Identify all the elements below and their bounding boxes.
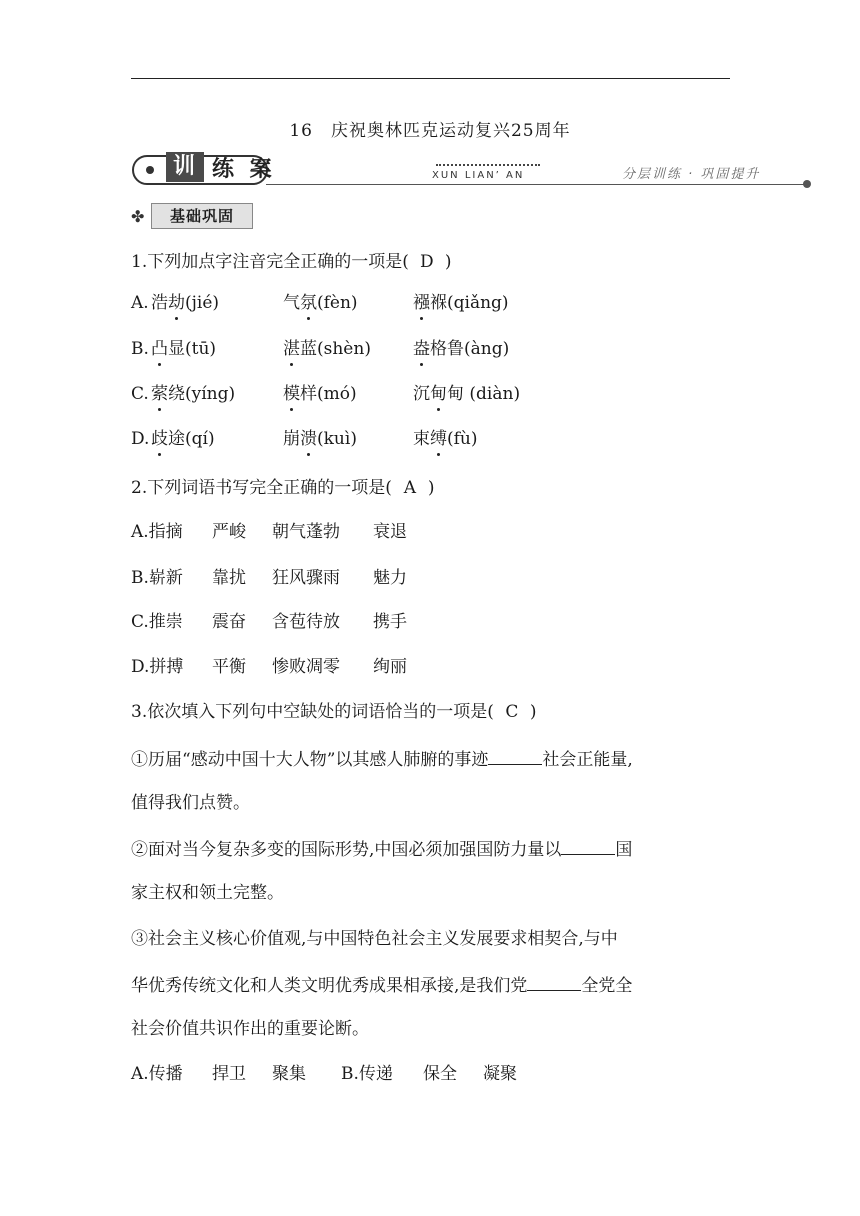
q3-close: ) bbox=[529, 702, 537, 722]
q1c-w2-rest: 样(mó) bbox=[300, 384, 357, 404]
q2b-word4: 魅力 bbox=[373, 568, 407, 588]
q3-s3-text: ③社会主义核心价值观,与中国特色社会主义发展要求相契合,与中 bbox=[131, 929, 618, 949]
q3-blank-3 bbox=[527, 972, 581, 991]
q3-answer: C bbox=[505, 702, 519, 722]
q2a-word3: 朝气蓬勃 bbox=[272, 522, 340, 542]
banner-subtitle: 分层训练 · 巩固提升 bbox=[622, 167, 761, 182]
q1b-label: B. bbox=[131, 339, 149, 359]
q3b-word2: 保全 bbox=[423, 1064, 457, 1084]
q3-s2-text: ②面对当今复杂多变的国际形势,中国必须加强国防力量以 bbox=[131, 840, 562, 860]
section-label: 基础巩固 bbox=[151, 203, 253, 229]
q3-s2-continue: 家主权和领土完整。 bbox=[131, 883, 284, 903]
page-title: 16 庆祝奥林匹克运动复兴25周年 bbox=[289, 121, 571, 141]
q1c-w3-dot: 甸 bbox=[430, 384, 447, 404]
q1-close: ) bbox=[444, 252, 452, 272]
q1d-word2 bbox=[283, 427, 357, 451]
q1a-word2 bbox=[283, 291, 358, 315]
q1a-label: A. bbox=[131, 293, 149, 313]
q3-s1-continue: 值得我们点赞。 bbox=[131, 793, 250, 813]
q2-close: ) bbox=[427, 478, 435, 498]
q1b-w2-rest: 蓝(shèn) bbox=[300, 339, 371, 359]
q3-stem bbox=[131, 700, 537, 724]
q2-stem bbox=[131, 476, 435, 500]
q1d-w1-dot: 歧 bbox=[151, 429, 168, 449]
banner-line bbox=[266, 184, 806, 185]
q2d-word1: D.拼搏 bbox=[131, 657, 184, 677]
q1d-w2-pinyin: (kuì) bbox=[317, 429, 357, 449]
banner-end-dot bbox=[803, 180, 811, 188]
bullet-icon bbox=[146, 166, 154, 174]
q3-s3-text2: 华优秀传统文化和人类文明优秀成果相承接,是我们党 bbox=[131, 976, 528, 996]
q3-sentence2 bbox=[131, 836, 632, 862]
q1b-word1 bbox=[151, 337, 216, 361]
q1d-w1-rest: 途(qí) bbox=[168, 429, 215, 449]
q1d-w2-dot: 溃 bbox=[300, 429, 317, 449]
q3a-word2: 捍卫 bbox=[212, 1064, 246, 1084]
q2c-word4: 携手 bbox=[373, 612, 407, 632]
q1d-w3-a: 束 bbox=[413, 429, 430, 449]
q1d-w3-pinyin: (fù) bbox=[447, 429, 478, 449]
q1c-word1 bbox=[151, 382, 235, 406]
q3-s2-tail: 国 bbox=[615, 840, 633, 860]
q1a-word1 bbox=[151, 291, 219, 315]
q3b-word3: 凝聚 bbox=[483, 1064, 517, 1084]
q1a-w1-a: 浩 bbox=[151, 293, 168, 313]
q1-stem bbox=[131, 250, 452, 274]
q1c-w1-rest: 绕(yíng) bbox=[168, 384, 236, 404]
q1b-w3-dot: 盎 bbox=[413, 339, 430, 359]
q2c-word3: 含苞待放 bbox=[272, 612, 340, 632]
q2-answer: A bbox=[403, 478, 416, 498]
q1c-w2-dot: 模 bbox=[283, 384, 300, 404]
q1a-w3-rest: 褓(qiǎng) bbox=[430, 293, 509, 313]
q1d-word3 bbox=[413, 427, 478, 451]
q2d-word3: 惨败凋零 bbox=[272, 657, 340, 677]
q1c-word2 bbox=[283, 382, 357, 406]
q2a-word2: 严峻 bbox=[212, 522, 246, 542]
q2c-word2: 震奋 bbox=[212, 612, 246, 632]
q1c-w1-dot: 萦 bbox=[151, 384, 168, 404]
q1a-word3 bbox=[413, 291, 509, 315]
q1b-w1-dot: 凸 bbox=[151, 339, 168, 359]
q2b-word2: 靠扰 bbox=[212, 568, 246, 588]
q1c-label: C. bbox=[131, 384, 149, 404]
q2c-word1: C.推崇 bbox=[131, 612, 183, 632]
q1a-w1-dot: 劫 bbox=[168, 293, 185, 313]
section-banner bbox=[132, 153, 812, 189]
q1a-w2-dot: 氛 bbox=[300, 293, 317, 313]
q1a-w3-dot: 襁 bbox=[413, 293, 430, 313]
q1c-w3-rest: 甸 (diàn) bbox=[447, 384, 521, 404]
q1c-w3-a: 沉 bbox=[413, 384, 430, 404]
q1c-word3 bbox=[413, 382, 520, 406]
banner-xun: 训 bbox=[166, 152, 204, 182]
q1a-w2-a: 气 bbox=[283, 293, 300, 313]
q3-blank-2 bbox=[561, 836, 615, 855]
q1b-w3-rest: 格鲁(àng) bbox=[430, 339, 510, 359]
q1b-w2-dot: 湛 bbox=[283, 339, 300, 359]
q1-answer: D bbox=[420, 252, 434, 272]
q2d-word4: 绚丽 bbox=[373, 657, 407, 677]
q2d-word2: 平衡 bbox=[212, 657, 246, 677]
q1b-word3 bbox=[413, 337, 509, 361]
q3-s1-text: ①历届“感动中国十大人物”以其感人肺腑的事迹 bbox=[131, 750, 489, 770]
q3-s3-tail: 全党全 bbox=[581, 976, 633, 996]
q3b-word1: B.传递 bbox=[341, 1064, 393, 1084]
q3-s1-tail: 社会正能量, bbox=[542, 750, 633, 770]
q3-s3-line2 bbox=[131, 972, 632, 998]
q2b-word1: B.崭新 bbox=[131, 568, 183, 588]
q2a-word4: 衰退 bbox=[373, 522, 407, 542]
q3a-word3: 聚集 bbox=[272, 1064, 306, 1084]
banner-title: 练 案 bbox=[212, 157, 276, 182]
q1-stem-text: 1.下列加点字注音完全正确的一项是( bbox=[131, 252, 409, 272]
q1d-label: D. bbox=[131, 429, 150, 449]
q1b-word2 bbox=[283, 337, 371, 361]
q1d-word1 bbox=[151, 427, 215, 451]
q1a-w1-pinyin: (jié) bbox=[185, 293, 220, 313]
banner-dots bbox=[436, 164, 540, 166]
q3-blank-1 bbox=[488, 746, 542, 765]
q1a-w2-pinyin: (fèn) bbox=[317, 293, 358, 313]
q2-stem-text: 2.下列词语书写完全正确的一项是( bbox=[131, 478, 392, 498]
q3a-word1: A.传播 bbox=[131, 1064, 183, 1084]
q3-s3-continue: 社会价值共识作出的重要论断。 bbox=[131, 1019, 369, 1039]
q2a-word1: A.指摘 bbox=[131, 522, 183, 542]
q1d-w2-a: 崩 bbox=[283, 429, 300, 449]
q2b-word3: 狂风骤雨 bbox=[272, 568, 340, 588]
leaf-icon: ✤ bbox=[131, 207, 145, 226]
q3-stem-text: 3.依次填入下列句中空缺处的词语恰当的一项是( bbox=[131, 702, 494, 722]
q3-sentence1 bbox=[131, 746, 633, 772]
q1d-w3-dot: 缚 bbox=[430, 429, 447, 449]
top-rule bbox=[131, 78, 730, 79]
q1b-w1-rest: 显(tū) bbox=[168, 339, 217, 359]
banner-pinyin: XUN LIAN’ AN bbox=[432, 170, 525, 181]
